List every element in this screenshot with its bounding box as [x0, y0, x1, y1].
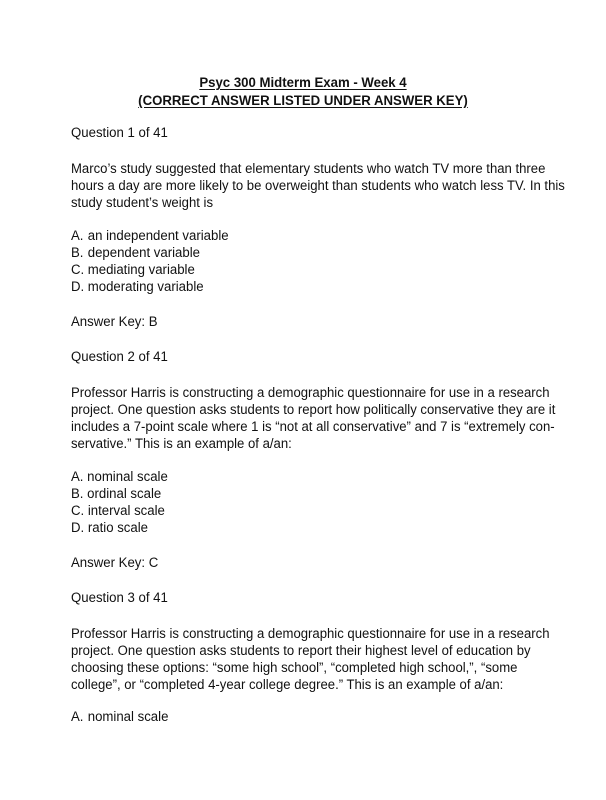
- answer-option-a: [71, 228, 508, 245]
- option-letter: D.: [71, 520, 85, 536]
- option-letter: B.: [71, 486, 84, 502]
- question-label-text: Question 3 of 41: [71, 590, 168, 606]
- question-text-line: college”, or “completed 4-year college degree.” This is an example of a/an:: [71, 677, 504, 693]
- question-text-line: choosing these options: “some high school”, “completed high school,”, “some: [71, 660, 518, 676]
- option-letter: A.: [71, 709, 84, 725]
- exam-header: [0, 74, 606, 110]
- option-letter: C.: [71, 503, 85, 519]
- answer-key-text: Answer Key: C: [71, 555, 159, 571]
- answer-option-b: [71, 245, 508, 262]
- option-text: ratio scale: [87, 520, 149, 536]
- question-3-label: [71, 590, 541, 607]
- question-2-label: [71, 349, 541, 366]
- option-text: an independent variable: [87, 228, 229, 244]
- question-1-options: [71, 228, 541, 296]
- question-2-answer-key: [71, 555, 541, 572]
- option-text: ordinal scale: [87, 486, 162, 502]
- answer-option-c: [71, 262, 508, 279]
- question-1-answer-key: [71, 314, 541, 331]
- answer-key-text: Answer Key: B: [71, 314, 158, 330]
- question-1-text: [71, 161, 565, 212]
- option-text: interval scale: [87, 503, 165, 519]
- option-letter: D.: [71, 279, 85, 295]
- question-text-line: project. One question asks students to report their highest level of education by: [71, 643, 531, 659]
- option-text: moderating variable: [87, 279, 204, 295]
- option-letter: C.: [71, 262, 85, 278]
- question-text-line: servative.” This is an example of a/an:: [71, 436, 292, 452]
- answer-option-c: [71, 503, 508, 520]
- answer-option-b: [71, 486, 508, 503]
- question-1-label: [71, 125, 541, 142]
- exam-title: Psyc 300 Midterm Exam - Week 4: [199, 75, 407, 91]
- option-letter: A.: [71, 469, 84, 485]
- answer-option-a: [71, 469, 508, 486]
- option-text: dependent variable: [87, 245, 200, 261]
- question-text-line: project. One question asks students to report how politically conservative they are it: [71, 402, 556, 418]
- question-label-text: Question 1 of 41: [71, 125, 168, 141]
- question-text-line: study student’s weight is: [71, 195, 214, 211]
- question-2-options: [71, 469, 541, 537]
- question-label-text: Question 2 of 41: [71, 349, 168, 365]
- answer-option-d: [71, 520, 508, 537]
- answer-option-d: [71, 279, 508, 296]
- option-letter: A.: [71, 228, 84, 244]
- question-text-line: Professor Harris is constructing a demographic questionnaire for use in a research: [71, 626, 550, 642]
- option-text: mediating variable: [87, 262, 195, 278]
- option-letter: B.: [71, 245, 84, 261]
- question-3-text: [71, 626, 550, 694]
- question-text-line: Professor Harris is constructing a demographic questionnaire for use in a research: [71, 385, 550, 401]
- question-text-line: hours a day are more likely to be overweight than students who watch less TV. In this: [71, 178, 565, 194]
- exam-subtitle: (CORRECT ANSWER LISTED UNDER ANSWER KEY): [138, 93, 468, 109]
- option-text: nominal scale: [87, 709, 169, 725]
- question-3-options: [71, 709, 541, 726]
- question-text-line: includes a 7-point scale where 1 is “not at all conservative” and 7 is “extremely con-: [71, 419, 555, 435]
- question-text-line: Marco’s study suggested that elementary students who watch TV more than three: [71, 161, 546, 177]
- option-text: nominal scale: [87, 469, 168, 485]
- question-2-text: [71, 385, 556, 453]
- answer-option-a: [71, 709, 508, 726]
